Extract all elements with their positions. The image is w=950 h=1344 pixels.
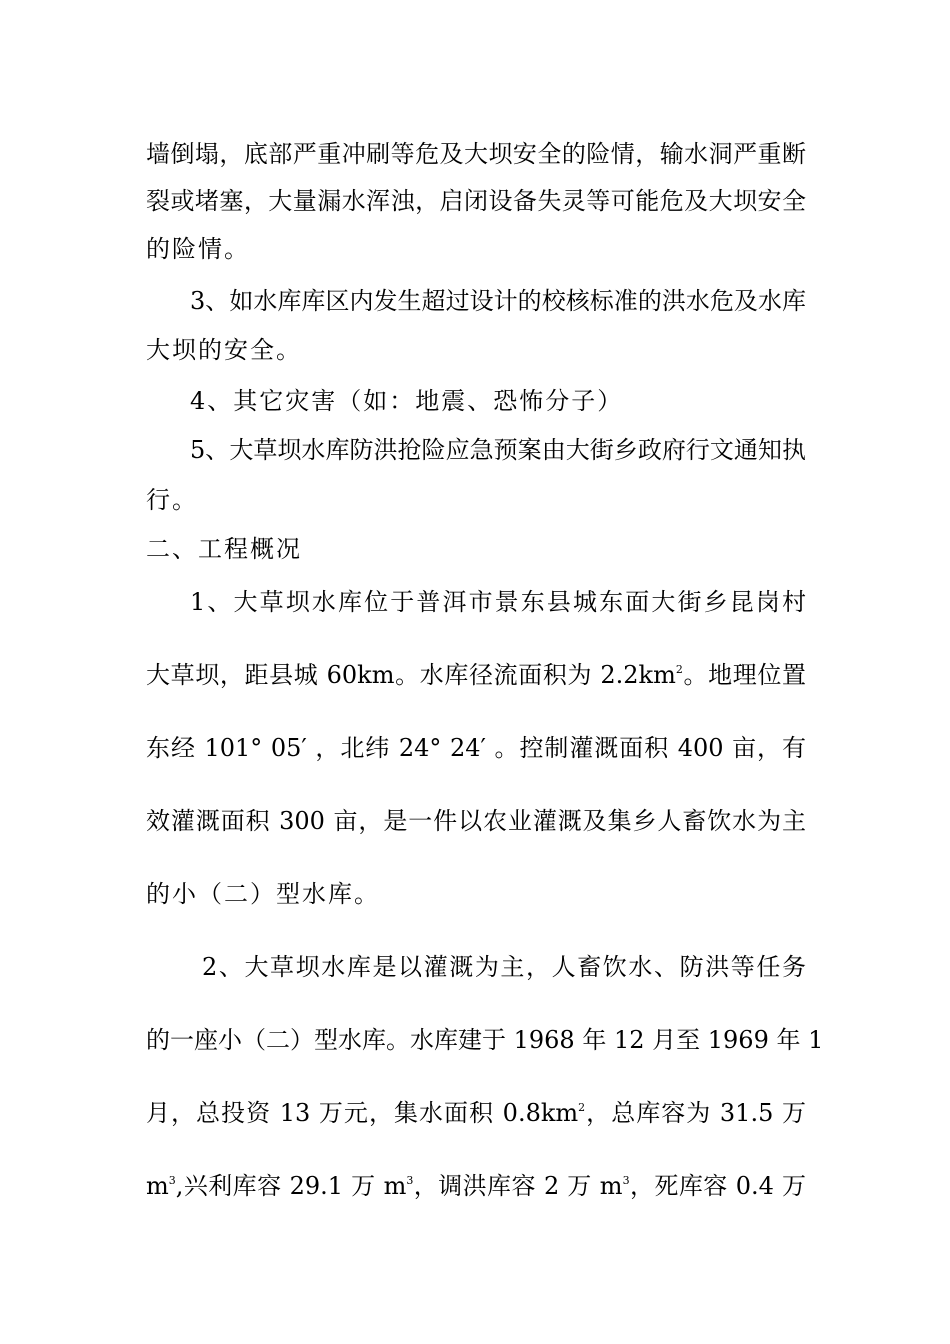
text-line: 月，总投资 13 万元，集水面积 $0.8km^2$，总库容为 31.5 万	[146, 1099, 806, 1127]
text-line: 的小（二）型水库。	[146, 880, 380, 908]
text-line: 1、大草坝水库位于普洱市景东县城东面大街乡昆岗村	[190, 588, 806, 616]
text-line: 5、大草坝水库防洪抢险应急预案由大街乡政府行文通知执	[190, 436, 806, 464]
text-line: 大坝的安全。	[146, 336, 302, 364]
text-line: 行。	[146, 486, 198, 514]
text-line: $m^3$,兴利库容 29.1 万 $m^3$，调洪库容 2 万 $m^3$，死库容 0.4 万	[146, 1172, 806, 1200]
text-line: 3、如水库库区内发生超过设计的校核标准的洪水危及水库	[190, 287, 806, 315]
text-line: 4、其它灾害（如：地震、恐怖分子）	[190, 387, 624, 415]
text-line: 2、大草坝水库是以灌溉为主，人畜饮水、防洪等任务	[202, 953, 806, 981]
text-line: 墙倒塌，底部严重冲刷等危及大坝安全的险情，输水洞严重断	[146, 140, 806, 168]
text-line: 的险情。	[146, 235, 250, 263]
section-heading: 二、工程概况	[146, 535, 302, 563]
text-line: 效灌溉面积 300 亩，是一件以农业灌溉及集乡人畜饮水为主	[146, 807, 806, 835]
text-line: 的一座小（二）型水库。水库建于 1968 年 12 月至 1969 年 1	[146, 1026, 824, 1054]
text-line: 东经 101° 05′ ，北纬 24° 24′ 。控制灌溉面积 400 亩，有	[146, 734, 806, 762]
text-line: 大草坝，距县城 60km。水库径流面积为 $2.2km^2$。地理位置	[146, 661, 806, 689]
text-line: 裂或堵塞，大量漏水浑浊，启闭设备失灵等可能危及大坝安全	[146, 187, 806, 215]
